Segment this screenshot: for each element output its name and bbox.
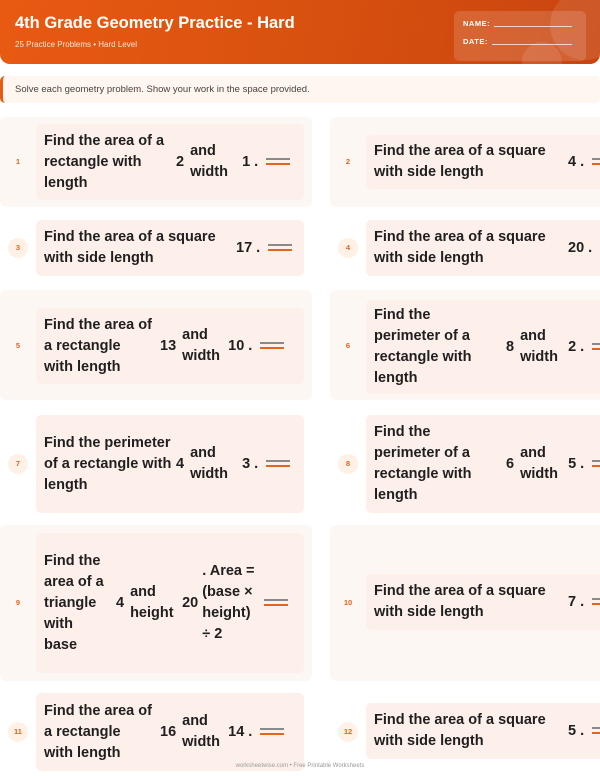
problem-text: Find the area of a rectangle with length [44, 132, 165, 191]
answer-line[interactable] [592, 158, 600, 166]
problem-card-3 [36, 220, 304, 276]
problem-number-badge: 11 [8, 722, 28, 742]
problem-connector: and width [182, 327, 220, 364]
answer-line[interactable] [266, 460, 290, 468]
problem-connector: and height [130, 584, 174, 621]
value-2: 2 [568, 339, 577, 355]
value-1: 7 [568, 594, 577, 610]
date-field[interactable] [463, 37, 572, 46]
answer-line[interactable] [592, 598, 600, 606]
problem-text: Find the area of a square with side length [44, 229, 216, 266]
problem-text: Find the perimeter of a rectangle with length [374, 424, 472, 503]
problem-number-badge: 7 [8, 454, 28, 474]
problem-card-6 [366, 300, 600, 394]
instructions-banner [0, 76, 600, 103]
answer-line[interactable] [592, 727, 600, 735]
period: . [248, 724, 253, 740]
value-1: 8 [506, 339, 515, 355]
problem-text: Find the area of a square with side length [374, 712, 546, 749]
problem-card-11 [36, 693, 304, 771]
value-1: 4 [116, 595, 125, 611]
answer-line[interactable] [592, 460, 600, 468]
problem-text: Find the area of a square with side length [374, 229, 546, 266]
problem-text: Find the area of a rectangle with length [44, 702, 152, 761]
value-1: 6 [506, 456, 515, 472]
value-2: 1 [242, 154, 251, 170]
problem-text: Find the area of a square with side length [374, 143, 546, 180]
problem-connector: and width [182, 713, 220, 750]
problem-text: Find the perimeter of a rectangle with length [374, 307, 472, 386]
problem-number-badge: 12 [338, 722, 358, 742]
problem-card-10 [366, 574, 600, 630]
problem-number-badge: 8 [338, 454, 358, 474]
date-line [492, 44, 572, 45]
value-1: 17 [236, 240, 253, 256]
period: . [580, 723, 585, 739]
period: . [248, 338, 253, 354]
value-1: 20 [568, 240, 585, 256]
problem-card-12 [366, 703, 600, 759]
problem-connector: and width [190, 445, 228, 482]
problem-connector: and width [190, 143, 228, 180]
problem-text: Find the area of a triangle with base [44, 552, 104, 653]
problem-text: Find the area of a rectangle with length [44, 316, 152, 375]
footer-credit: worksheetwise.com • Free Printable Worksheets [235, 763, 365, 769]
worksheet-header [0, 0, 600, 64]
problem-card-9 [36, 533, 304, 673]
date-label: DATE: [463, 37, 488, 46]
problem-card-4 [366, 220, 600, 276]
period: . [254, 456, 259, 472]
problem-number: 1 [15, 157, 21, 166]
period: . [580, 456, 585, 472]
period: . [256, 240, 261, 256]
problem-text: Find the area of a square with side length [374, 583, 546, 620]
problem-number: 10 [343, 598, 353, 607]
period: . [580, 339, 585, 355]
problem-number-badge: 3 [8, 238, 28, 258]
value-1: 5 [568, 723, 577, 739]
period: . [580, 594, 585, 610]
worksheet-title: 4th Grade Geometry Practice - Hard [15, 14, 295, 32]
problem-card-1 [36, 124, 304, 200]
value-2: 5 [568, 456, 577, 472]
problem-number: 6 [345, 341, 351, 350]
worksheet-subtitle: 25 Practice Problems • Hard Level [15, 40, 137, 49]
answer-line[interactable] [260, 342, 284, 350]
answer-line[interactable] [264, 599, 288, 607]
value-2: 3 [242, 456, 251, 472]
value-2: 20 [182, 595, 199, 611]
name-line [494, 26, 572, 27]
answer-line[interactable] [266, 158, 290, 166]
answer-line[interactable] [592, 343, 600, 351]
period: . [580, 154, 585, 170]
problem-card-8 [366, 415, 600, 513]
problem-number: 2 [345, 157, 351, 166]
problem-card-5 [36, 308, 304, 384]
value-1: 2 [176, 154, 185, 170]
name-field[interactable] [463, 19, 572, 28]
problem-card-2 [366, 135, 600, 189]
problem-number: 5 [15, 341, 21, 350]
problem-card-7 [36, 415, 304, 513]
answer-line[interactable] [268, 244, 292, 252]
problem-text: Find the perimeter of a rectangle with length [44, 434, 172, 493]
problem-connector: and width [520, 445, 558, 482]
period: . [254, 154, 259, 170]
value-1: 4 [176, 456, 185, 472]
value-2: 14 [228, 724, 245, 740]
problem-number: 9 [15, 598, 21, 607]
instructions-text: Solve each geometry problem. Show your work in the space provided. [15, 84, 310, 95]
problem-hint: . Area = (base × height) ÷ 2 [202, 563, 255, 642]
name-label: NAME: [463, 19, 491, 28]
value-1: 4 [568, 154, 577, 170]
name-date-box [454, 11, 586, 61]
problem-connector: and width [520, 328, 558, 365]
value-1: 16 [160, 724, 177, 740]
value-1: 13 [160, 338, 177, 354]
answer-line[interactable] [260, 728, 284, 736]
value-2: 10 [228, 338, 245, 354]
problem-number-badge: 4 [338, 238, 358, 258]
period: . [588, 240, 593, 256]
